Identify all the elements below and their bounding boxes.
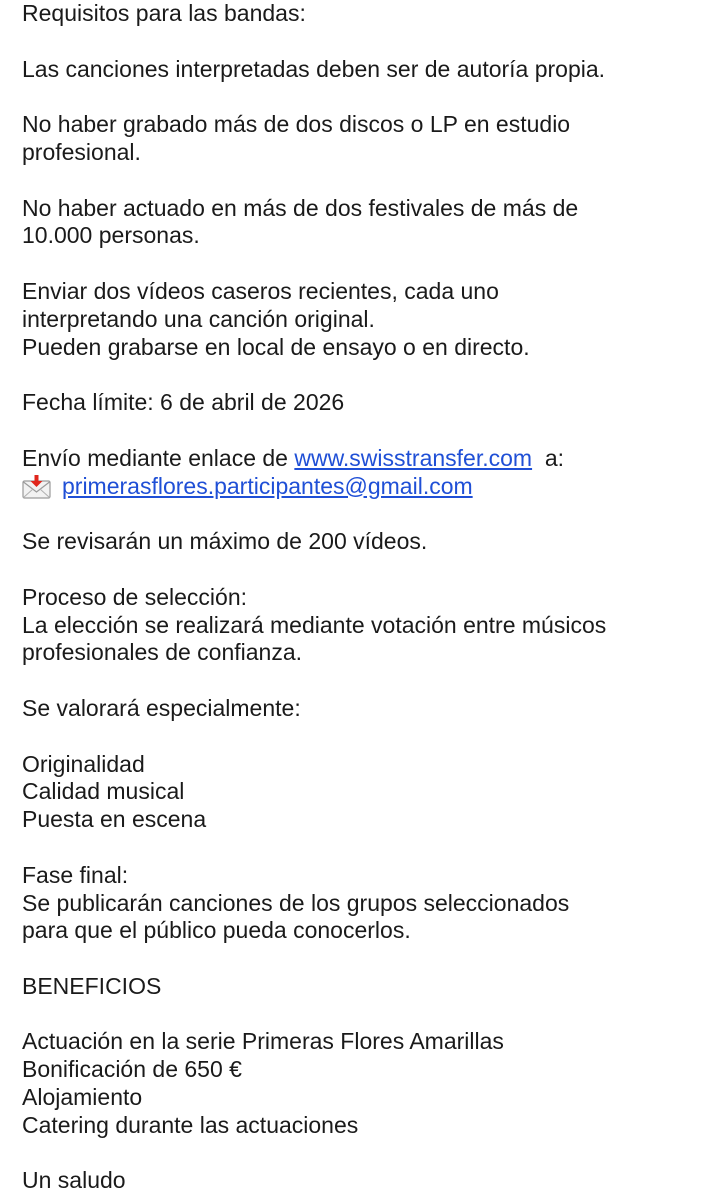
final-title: Fase final: xyxy=(22,861,129,888)
benefits-title: BENEFICIOS xyxy=(22,972,162,999)
criteria-item: Originalidad xyxy=(22,750,145,777)
requirement-records-line1: No haber grabado más de dos discos o LP en estudio xyxy=(22,111,571,138)
valued-title: Se valorará especialmente: xyxy=(22,694,301,721)
benefit-item: Bonificación de 650 € xyxy=(22,1056,242,1083)
benefit-item: Alojamiento xyxy=(22,1084,143,1111)
process-line1: La elección se realizará mediante votación entre músicos xyxy=(22,611,607,638)
send-instructions xyxy=(22,445,692,473)
requirement-videos-line3: Pueden grabarse en local de ensayo o en directo. xyxy=(22,333,530,360)
requirement-festivals-line2: 10.000 personas. xyxy=(22,222,200,249)
process-line2: profesionales de confianza. xyxy=(22,639,303,666)
review-limit: Se revisarán un máximo de 200 vídeos. xyxy=(22,528,428,555)
document-body xyxy=(22,0,692,1195)
swisstransfer-link[interactable]: www.swisstransfer.com xyxy=(294,444,533,471)
requirement-own-songs: Las canciones interpretadas deben ser de autoría propia. xyxy=(22,55,606,82)
requirement-records-line2: profesional. xyxy=(22,138,141,165)
requirement-festivals-line1: No haber actuado en más de dos festivales de más de xyxy=(22,194,579,221)
closing: Un saludo xyxy=(22,1167,126,1194)
deadline: Fecha límite: 6 de abril de 2026 xyxy=(22,389,345,416)
process-title: Proceso de selección: xyxy=(22,583,248,610)
send-prefix: Envío mediante enlace de xyxy=(22,444,295,471)
benefit-item: Catering durante las actuaciones xyxy=(22,1111,359,1138)
send-suffix: a: xyxy=(532,444,565,471)
benefit-item: Actuación en la serie Primeras Flores Amarillas xyxy=(22,1028,504,1055)
requirement-videos-line2: interpretando una canción original. xyxy=(22,305,375,332)
email-link[interactable]: primerasflores.participantes@gmail.com xyxy=(62,472,473,499)
requirements-heading: Requisitos para las bandas: xyxy=(22,0,306,26)
requirement-videos-line1: Enviar dos vídeos caseros recientes, cada uno xyxy=(22,277,499,304)
envelope-with-arrow-icon xyxy=(22,475,52,497)
criteria-item: Calidad musical xyxy=(22,778,185,805)
final-line1: Se publicarán canciones de los grupos seleccionados xyxy=(22,889,570,916)
email-line xyxy=(22,473,692,501)
criteria-item: Puesta en escena xyxy=(22,806,207,833)
final-line2: para que el público pueda conocerlos. xyxy=(22,917,411,944)
